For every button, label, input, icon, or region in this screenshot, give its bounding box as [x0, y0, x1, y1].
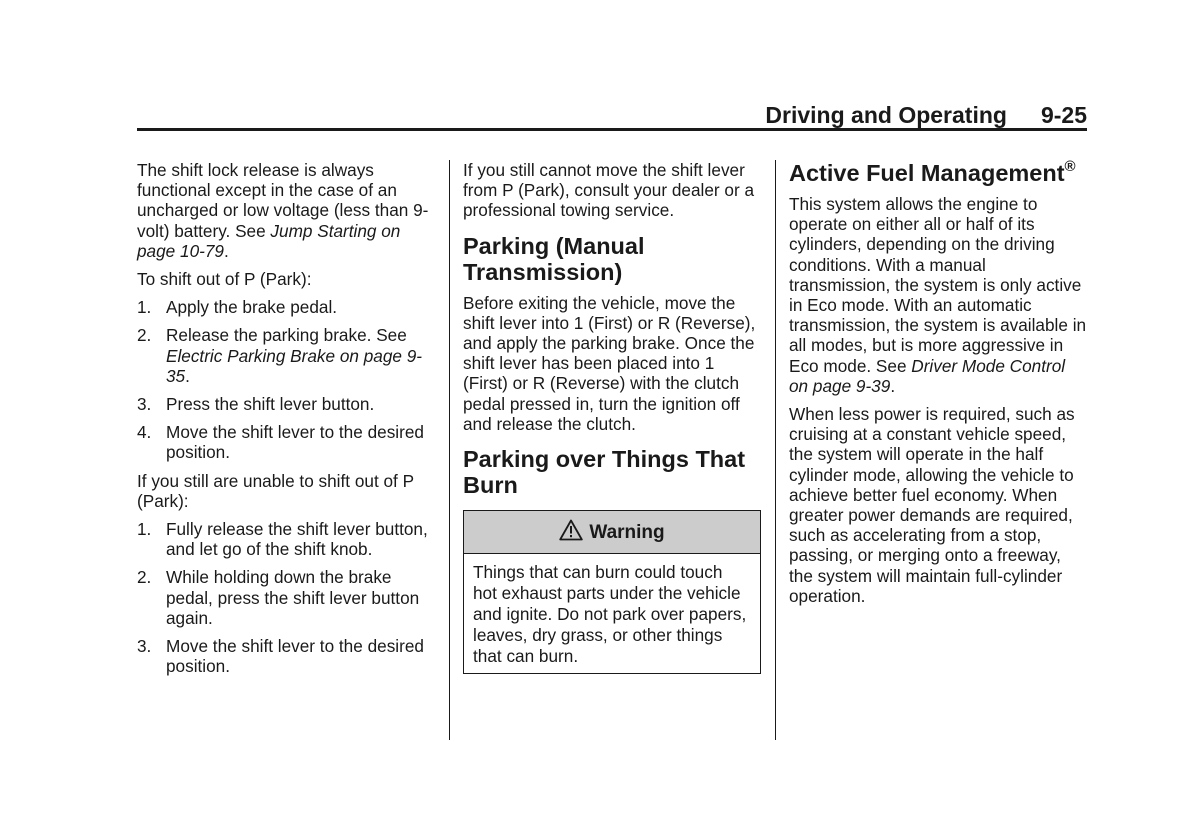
column-divider: [775, 160, 776, 740]
list-item: 2. Release the parking brake. See Electric Parking Brake on page 9-35.: [137, 325, 423, 386]
cross-reference: Jump Starting on page 10-79: [137, 220, 401, 261]
warning-title: Warning: [589, 522, 665, 544]
steps-list: [137, 519, 429, 676]
paragraph: The shift lock release is always functional except in the case of an uncharged or low voltage (less than 9-volt) battery. See Jump Starting on page 10-79.: [137, 160, 429, 261]
steps-list: [137, 297, 429, 462]
section-title: Driving and Operating: [765, 102, 1007, 128]
list-item: 2. While holding down the brake pedal, press the shift lever button again.: [137, 567, 420, 628]
section-heading: Parking (Manual Transmission): [463, 232, 645, 285]
paragraph: Before exiting the vehicle, move the shift lever into 1 (First) or R (Reverse), and apply the parking brake. Once the shift lever has been placed into 1 (First) or R (Reverse) with the clutch pedal pressed in, turn the ignition off and release the clutch.: [463, 292, 756, 434]
paragraph: This system allows the engine to operate on either all or half of its cylinders, depending on the driving conditions. With a manual transmission, the system is only active in Eco mode. With an automatic transmission, the system is available in all modes, but is more aggressive in Eco mode. See Driver Mode Control on page 9-39.: [789, 194, 1087, 396]
warning-triangle-icon: [559, 519, 583, 541]
cross-reference: Electric Parking Brake on page 9-35: [166, 345, 423, 386]
list-item: 1. Apply the brake pedal.: [137, 297, 338, 318]
warning-text: Things that can burn could touch hot exhaust parts under the vehicle and ignite. Do not park over papers, leaves, dry grass, or other things that can burn.: [473, 562, 747, 667]
column-1: [137, 160, 429, 684]
section-heading: Parking over Things That Burn: [463, 446, 746, 499]
column-3: [789, 160, 1087, 614]
page-number: 9-25: [1040, 102, 1087, 128]
warning-header: [464, 511, 760, 554]
registered-mark: ®: [1064, 158, 1076, 175]
list-item: 1. Fully release the shift lever button, and let go of the shift knob.: [137, 519, 428, 560]
paragraph: When less power is required, such as cruising at a constant vehicle speed, the system will operate in the half cylinder mode, allowing the vehicle to achieve better fuel economy. When greater power demands are required, such as accelerating from a stop, passing, or merging onto a freeway, the system will maintain full-cylinder operation.: [789, 404, 1075, 606]
paragraph: If you still cannot move the shift lever from P (Park), consult your dealer or a professional towing service.: [463, 160, 755, 221]
paragraph: To shift out of P (Park):: [137, 269, 312, 290]
header-rule: [137, 128, 1087, 131]
column-divider: [449, 160, 450, 740]
list-item: 3. Move the shift lever to the desired position.: [137, 636, 424, 677]
cross-reference: Driver Mode Control on page 9-39: [789, 355, 1066, 396]
section-heading: Active Fuel Management®: [789, 158, 1076, 186]
list-item: 3. Press the shift lever button.: [137, 394, 375, 415]
column-2: [463, 160, 763, 674]
list-item: 4. Move the shift lever to the desired position.: [137, 422, 424, 463]
paragraph: If you still are unable to shift out of P (Park):: [137, 470, 414, 511]
warning-box: [463, 510, 761, 674]
page-header: [137, 100, 1087, 130]
